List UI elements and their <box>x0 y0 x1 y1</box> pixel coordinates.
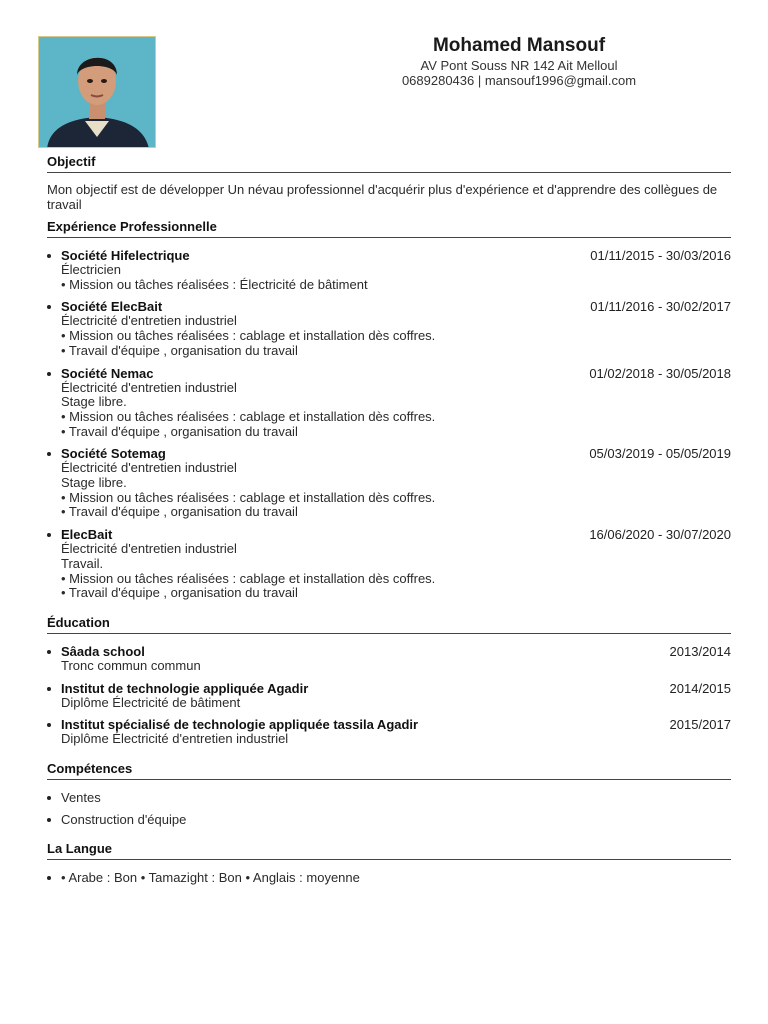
address: AV Pont Souss NR 142 Ait Melloul <box>420 58 618 73</box>
education-detail: Tronc commun commun <box>61 657 201 673</box>
experience-dates: 16/06/2020 - 30/07/2020 <box>589 527 731 543</box>
section-title-experience: Expérience Professionnelle <box>47 218 731 238</box>
header <box>160 34 768 88</box>
skill-item: Construction d'équipe <box>47 812 731 827</box>
languages-list <box>47 870 731 885</box>
company-name: Société ElecBait <box>61 299 163 315</box>
section-title-languages: La Langue <box>47 840 731 860</box>
language-item: • Arabe : Bon • Tamazight : Bon • Anglais : moyenne <box>47 870 731 885</box>
company-name: Société Nemac <box>61 365 154 381</box>
section-title-education: Éducation <box>47 614 731 634</box>
experience-item <box>47 366 731 440</box>
resume-body <box>47 153 731 898</box>
experience-detail-line: • Travail d'équipe , organisation du travail <box>61 342 298 358</box>
experience-dates: 01/11/2016 - 30/02/2017 <box>590 299 731 315</box>
education-item-header <box>61 644 731 659</box>
section-languages <box>47 860 731 898</box>
experience-detail-line: • Mission ou tâches réalisées : Électricité de bâtiment <box>61 276 368 292</box>
experience-dates: 05/03/2019 - 05/05/2019 <box>589 446 731 462</box>
education-item-header <box>61 717 731 732</box>
company-name: Société Sotemag <box>61 446 166 462</box>
section-objective <box>47 173 731 218</box>
experience-item-header <box>61 248 731 263</box>
experience-item-header <box>61 366 731 381</box>
education-detail: Diplôme Électricité de bâtiment <box>61 694 241 710</box>
section-skills <box>47 780 731 840</box>
school-name: Institut de technologie appliquée Agadir <box>61 680 309 696</box>
experience-item <box>47 446 731 520</box>
experience-detail-line: • Travail d'équipe , organisation du travail <box>61 423 298 439</box>
experience-detail-line: • Mission ou tâches réalisées : cablage et installation dès coffres. <box>61 570 436 586</box>
experience-detail-line: • Travail d'équipe , organisation du travail <box>61 585 298 601</box>
company-name: ElecBait <box>61 527 113 543</box>
school-name: Institut spécialisé de technologie appliquée tassila Agadir <box>61 717 419 733</box>
education-dates: 2014/2015 <box>669 680 731 696</box>
education-item <box>47 717 731 747</box>
experience-detail-line: • Travail d'équipe , organisation du travail <box>61 504 298 520</box>
section-title-objective: Objectif <box>47 153 731 173</box>
experience-dates: 01/11/2015 - 30/03/2016 <box>590 248 731 263</box>
experience-item <box>47 527 731 601</box>
section-title-skills: Compétences <box>47 760 731 780</box>
experience-detail-line: Électricité d'entretien industriel <box>61 460 237 476</box>
education-item <box>47 644 731 674</box>
experience-detail-line: Électricité d'entretien industriel <box>61 379 237 395</box>
education-list <box>47 644 731 747</box>
section-education <box>47 634 731 760</box>
experience-item <box>47 248 731 292</box>
company-name: Société Hifelectrique <box>61 248 190 263</box>
education-dates: 2013/2014 <box>669 643 731 659</box>
education-detail: Diplôme Électricité d'entretien industriel <box>61 731 289 747</box>
experience-detail-line: Électricien <box>61 262 121 277</box>
education-item-header <box>61 681 731 696</box>
candidate-name: Mohamed Mansouf <box>432 35 606 56</box>
section-experience <box>47 238 731 614</box>
school-name: Sâada school <box>61 643 145 659</box>
experience-detail-line: Stage libre. <box>61 475 127 491</box>
contact-line: 0689280436 | mansouf1996@gmail.com <box>401 73 637 88</box>
experience-detail-line: • Mission ou tâches réalisées : cablage et installation dès coffres. <box>61 328 436 344</box>
experience-dates: 01/02/2018 - 30/05/2018 <box>589 365 731 381</box>
skills-list <box>47 790 731 827</box>
objective-text: Mon objectif est de développer Un névau professionnel d'acquérir plus d'expérience et d'apprendre des collègues de travail <box>47 182 718 212</box>
skill-item: Ventes <box>47 790 731 805</box>
experience-item-header <box>61 527 731 542</box>
experience-item-header <box>61 446 731 461</box>
experience-detail-line: Électricité d'entretien industriel <box>61 313 237 329</box>
experience-detail-line: • Mission ou tâches réalisées : cablage et installation dès coffres. <box>61 489 436 505</box>
experience-detail-line: • Mission ou tâches réalisées : cablage et installation dès coffres. <box>61 408 436 424</box>
profile-photo <box>38 36 156 148</box>
experience-item <box>47 299 731 358</box>
experience-detail-line: Travail. <box>61 555 104 571</box>
education-item <box>47 681 731 711</box>
experience-detail-line: Électricité d'entretien industriel <box>61 541 237 557</box>
education-dates: 2015/2017 <box>669 717 731 733</box>
experience-detail-line: Stage libre. <box>61 394 127 410</box>
experience-item-header <box>61 299 731 314</box>
experience-list <box>47 248 731 601</box>
